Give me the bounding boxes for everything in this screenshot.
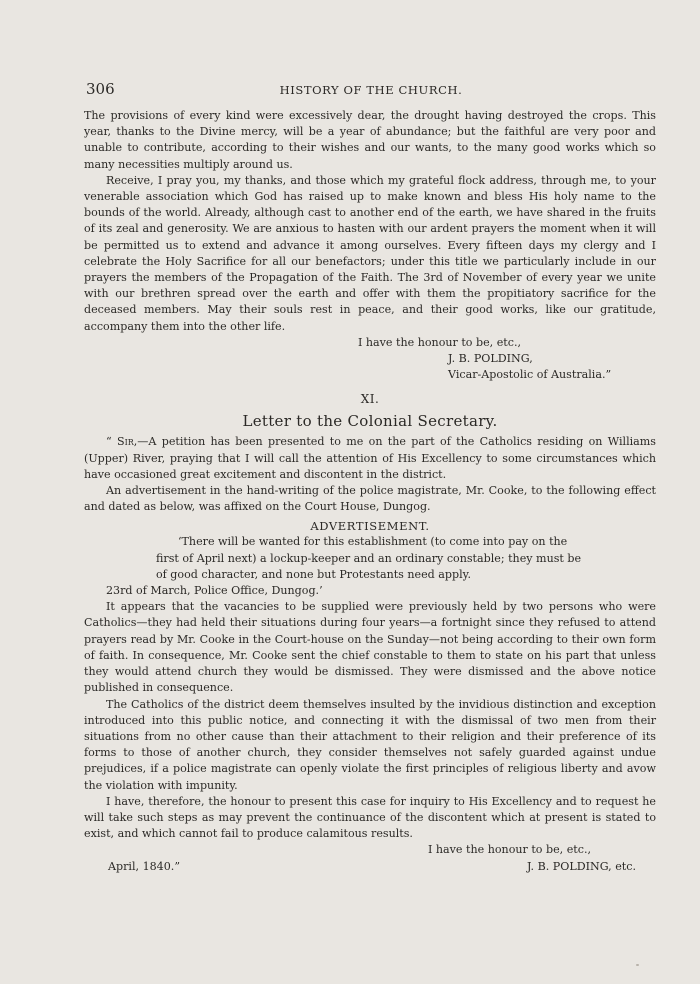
letter1-role: Vicar-Apostolic of Australia.” [448, 368, 612, 382]
letter2-paragraph-3: It appears that the vacancies to be supplied were previously held by two persons who were Catholics—they had held their situations during four years—a fortnight since they refused to attend prayers read by Mr. Cooke in the Court-house on the Sunday—not being according to their own form of faith. In consequence, Mr. Cooke sent the chief constable to them to state on his part that unless they would attend church they would be dismissed. They were dismissed and the above notice published in consequence. [84, 600, 656, 695]
letter2-date-signature-row [84, 859, 656, 875]
letter2-paragraph-1-text: —A petition has been presented to me on the part of the Catholics residing on Williams (Upper) River, praying that I will call the attention of His Excellency to some circumstances which have occasioned great excitement and discontent in the district. [84, 435, 656, 481]
letter2-paragraph-2: An advertisement in the hand-writing of the police magistrate, Mr. Cooke, to the following effect and dated as below, was affixed on the Court House, Dungog. [84, 484, 656, 514]
letter2-signature: J. B. POLDING, etc. [526, 859, 636, 873]
advertisement-text: ‘There will be wanted for this establishment (to come into pay on the first of April next) a lockup-keeper and an ordinary constable; they must be of good character, and none but Protestants need apply. [156, 535, 582, 581]
letter2-closing: I have the honour to be, etc., [428, 843, 592, 857]
letter2-date: April, 1840.” [108, 859, 180, 873]
section-number: XI. [360, 392, 380, 407]
letter1-signature: J. B. POLDING, [448, 352, 533, 366]
letter2-paragraph-4: The Catholics of the district deem themselves insulted by the invidious distinction and exception introduced into this public notice, and connecting it with the dismissal of two men from their situations from no other cause than their attachment to their religion and their preference of its forms to those of another church, they consider themselves not safely guarded against undue prejudices, if a police magistrate can openly violate the first principles of religious liberty and avow the violation with impunity. [84, 697, 656, 792]
letter1-paragraph-2: Receive, I pray you, my thanks, and those which my grateful flock address, through me, to your venerable association which God has raised up to make known and bless His holy name to the bounds of the world. Already, although cast to another end of the earth, we have shared in the fruits of its zeal and generosity. We are anxious to hasten with our ardent prayers the moment when it will be permitted us to extend and advance it among ourselves. Every fifteen days my clergy and I celebrate the Holy Sacrifice for all our benefactors; under this title we particularly include in our prayers the members of the Propagation of the Faith. The 3rd of November of every year we unite with our brethren spread over the earth and offer with them the propitiatory sacrifice for the deceased members. May their souls rest in peace, and their good works, like our gratitude, accompany them into the other life. [84, 173, 656, 333]
section-title: Letter to the Colonial Secretary. [242, 412, 498, 431]
page-body [84, 108, 656, 875]
advertisement-date: 23rd of March, Police Office, Dungog.’ [106, 584, 323, 598]
page-header [86, 80, 656, 100]
running-title: HISTORY OF THE CHURCH. [279, 83, 463, 97]
letter2-paragraph-5: I have, therefore, the honour to present this case for inquiry to His Excellency and to request he will take such steps as may prevent the continuance of the discontent which at present is stated to exist, and which cannot fail to produce calamitous results. [84, 794, 656, 841]
paper-speck [636, 964, 639, 966]
letter1-closing: I have the honour to be, etc., [358, 335, 522, 349]
advertisement-block [84, 534, 656, 583]
advertisement-heading: ADVERTISEMENT. [310, 519, 430, 534]
page-number: 306 [86, 80, 115, 98]
letter2-paragraph-1 [84, 434, 656, 483]
letter1-paragraph-1: The provisions of every kind were excessively dear, the drought having destroyed the crops. This year, thanks to the Divine mercy, will be a year of abundance; but the faithful are very poor and unable to contribute, according to their wishes and our wants, to the many good works which so many necessities multiply around us. [84, 109, 656, 171]
letter2-salutation: “ Sir, [106, 435, 138, 449]
